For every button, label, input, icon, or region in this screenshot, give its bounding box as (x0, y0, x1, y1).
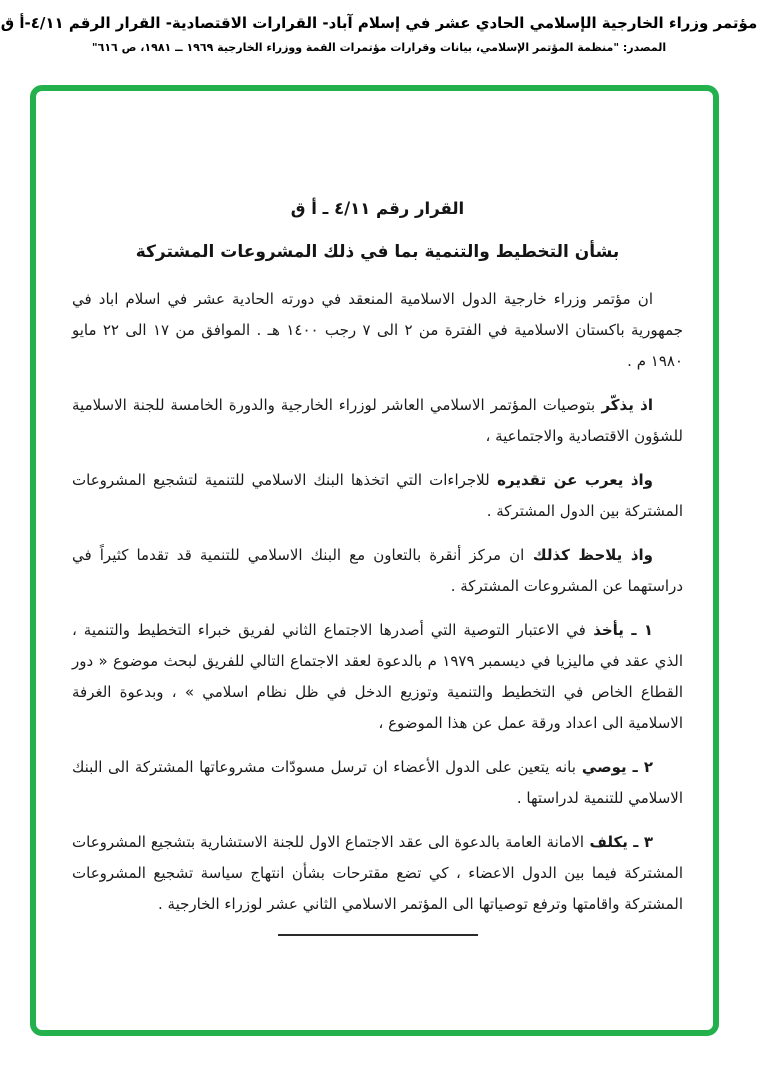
paragraph-lead: اذ يذكّر (595, 396, 653, 414)
paragraph (72, 540, 683, 602)
paragraph-lead: ١ ـ يأخذ (585, 621, 653, 639)
paragraph-text: بتوصيات المؤتمر الاسلامي العاشر لوزراء الخارجية والدورة الخامسة للجنة الاسلامية للشؤون الاقتصادية والاجتماعية ، (72, 396, 683, 445)
paragraph (72, 752, 683, 814)
paragraph (72, 827, 683, 920)
paragraph-lead: ٢ ـ يوصي (575, 758, 653, 776)
paragraph-lead: واذ يلاحظ كذلك (524, 546, 653, 564)
resolution-document (36, 91, 713, 936)
paragraph-lead: واذ يعرب عن تقديره (489, 471, 653, 489)
paragraph-text: الامانة العامة بالدعوة الى عقد الاجتماع الاول للجنة الاستشارية بتشجيع المشروعات المشتركة فيما بين الدول الاعضاء ، كي تضع مقترحات بشأن انتهاج سياسة تشجيع المشروعات المشتركة واقامتها وترفع توصياتها الى المؤتمر الاسلامي الثاني عشر لوزراء الخارجية . (72, 833, 683, 913)
resolution-number-title: القرار رقم ٤/١١ ـ أ ق (290, 199, 465, 218)
resolution-body (72, 284, 683, 920)
paragraph (72, 465, 683, 527)
end-divider (278, 934, 478, 936)
resolution-subject: بشأن التخطيط والتنمية بما في ذلك المشروعات المشتركة (135, 242, 620, 262)
paragraph-text: ان مؤتمر وزراء خارجية الدول الاسلامية المنعقد في دورته الحادية عشر في اسلام اباد في جمهورية باكستان الاسلامية في الفترة من ٢ الى ٧ رجب ١٤٠٠ هـ . الموافق من ١٧ الى ٢٢ مايو ١٩٨٠ م . (72, 290, 684, 370)
paragraph-lead: ٣ ـ يكلف (584, 833, 653, 851)
paragraph (72, 615, 683, 739)
paragraph-text: للاجراءات التي اتخذها البنك الاسلامي للتنمية لتشجيع المشروعات المشتركة بين الدول المشتركة . (72, 471, 683, 520)
header-title: مؤتمر وزراء الخارجية الإسلامي الحادي عشر في إسلام آباد- القرارات الاقتصادية- القرار الرقم ٤/١١-أ ق (0, 14, 758, 32)
paragraph (72, 284, 683, 377)
header-source: المصدر: "منظمة المؤتمر الإسلامي، بيانات وقرارات مؤتمرات القمة ووزراء الخارجية ١٩٦٩ ــ ١٩٨١، ص ٦١٦" (91, 41, 667, 54)
document-header (0, 14, 758, 54)
paragraph-text: في الاعتبار التوصية التي أصدرها الاجتماع الثاني لفريق خبراء التخطيط والتنمية ، الذي عقد في ماليزيا في ديسمبر ١٩٧٩ م بالدعوة لعقد الاجتماع التالي للفريق لبحث موضوع « دور القطاع الخاص في التخطيط والتنمية وتوزيع الدخل في ظل نظام اسلامي » ، وبدعوة الغرفة الاسلامية الى اعداد ورقة عمل عن هذا الموضوع ، (72, 621, 683, 732)
paragraph (72, 390, 683, 452)
paragraph-text: بانه يتعين على الدول الأعضاء ان ترسل مسودّات مشروعاتها المشتركة الى البنك الاسلامي للتنمية لدراستها . (72, 758, 683, 807)
green-border-frame (30, 85, 719, 1036)
paragraph-text: ان مركز أنقرة بالتعاون مع البنك الاسلامي للتنمية قد تقدما كثيراً في دراستهما عن المشروعات المشتركة . (72, 546, 683, 595)
